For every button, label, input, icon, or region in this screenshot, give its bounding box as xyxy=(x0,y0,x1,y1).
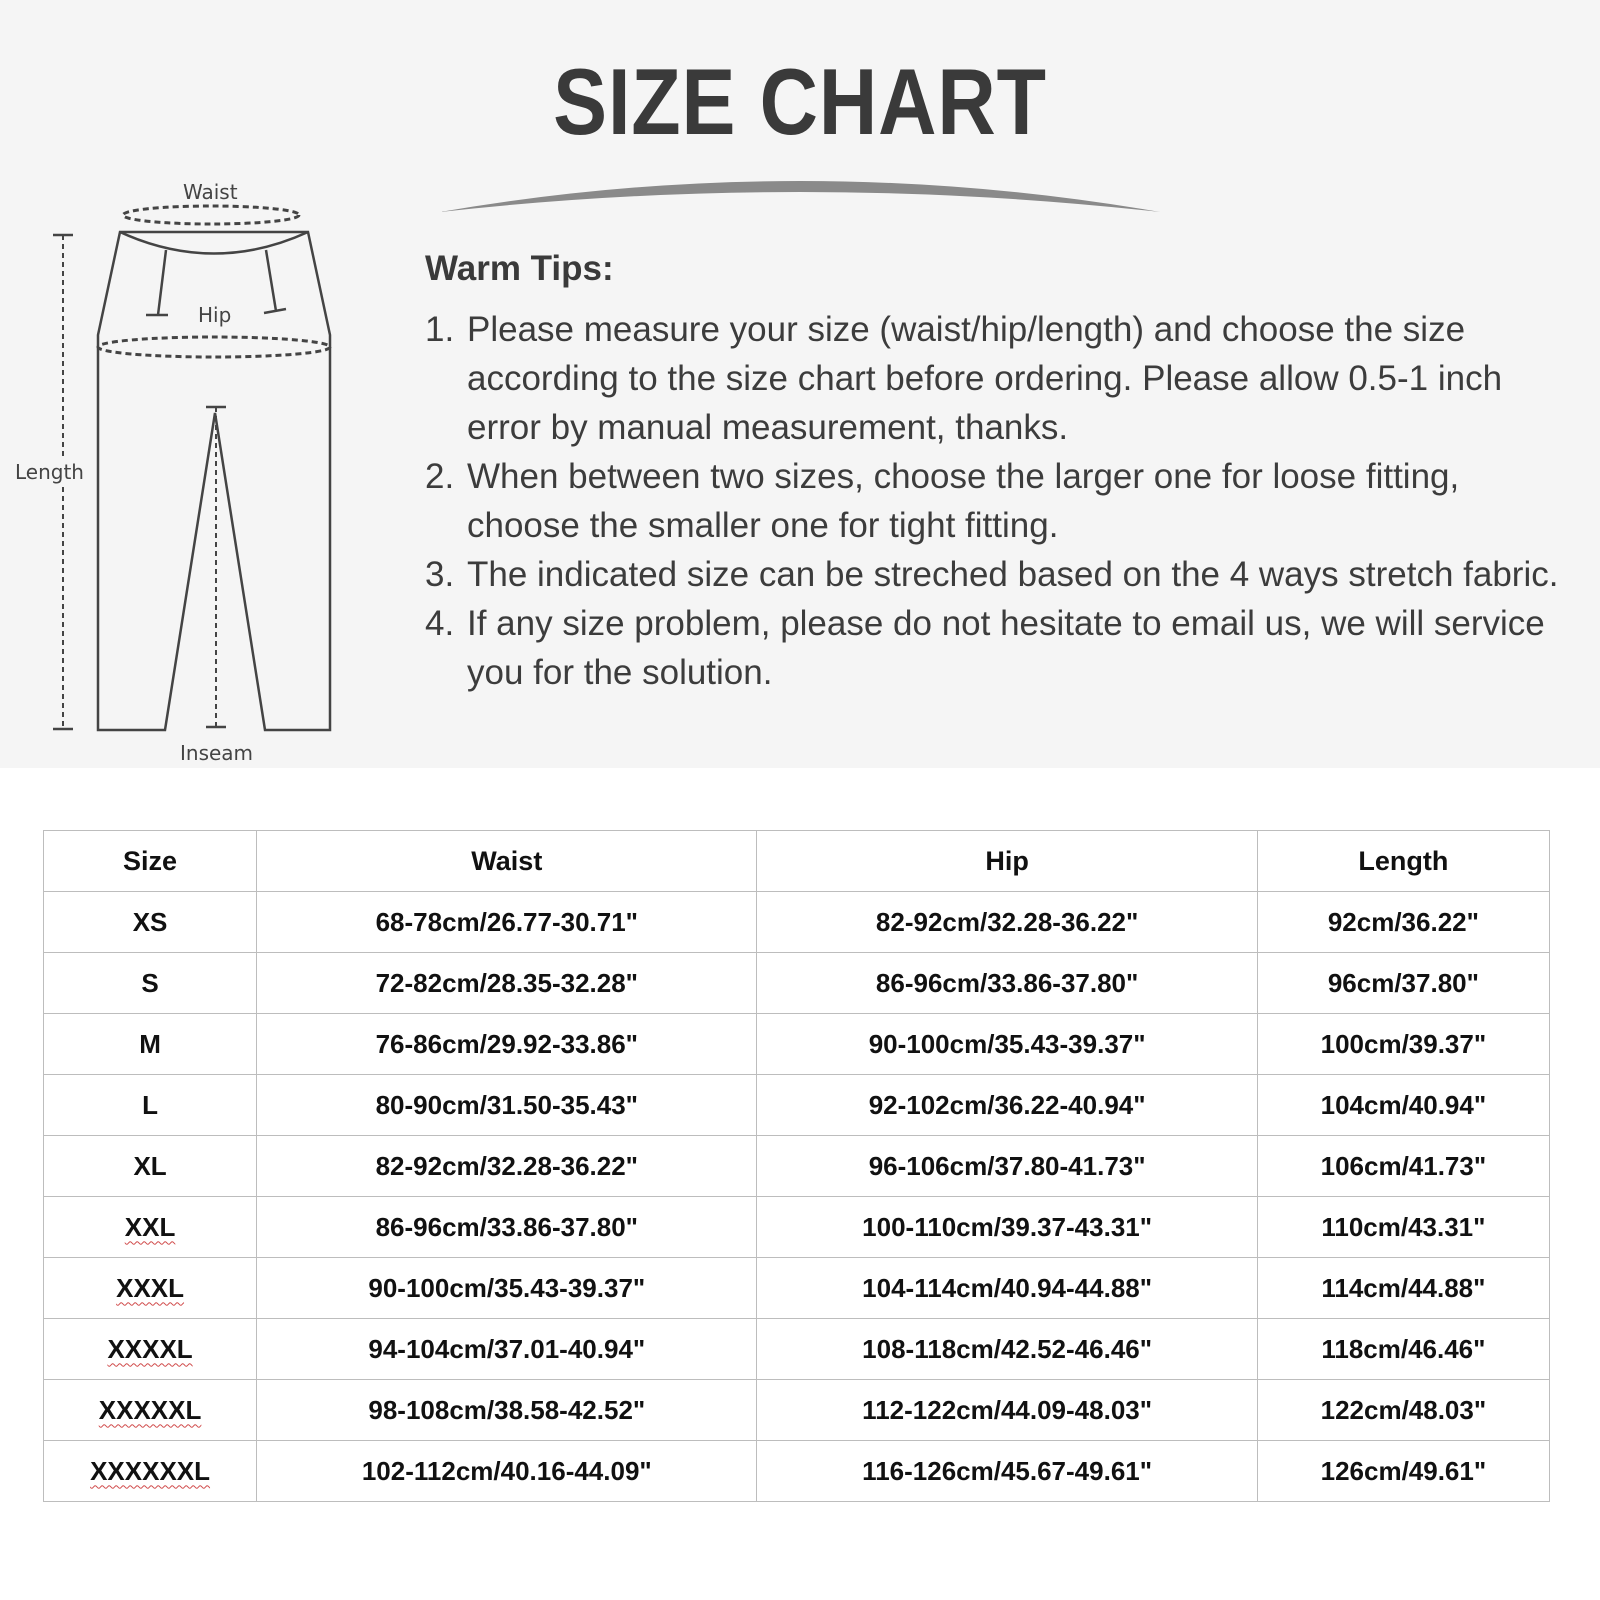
cell-waist: 82-92cm/32.28-36.22" xyxy=(257,1136,757,1197)
cell-size: M xyxy=(44,1014,257,1075)
table-row xyxy=(44,1197,1550,1258)
length-label: Length xyxy=(15,460,84,484)
cell-length: 122cm/48.03" xyxy=(1257,1380,1549,1441)
table-row xyxy=(44,1319,1550,1380)
header-length: Length xyxy=(1257,831,1549,892)
cell-waist: 90-100cm/35.43-39.37" xyxy=(257,1258,757,1319)
tip-text: Please measure your size (waist/hip/length) and choose the size according to the size chart before ordering. Please allow 0.5-1 inch error by manual measurement, thanks. xyxy=(467,310,1503,447)
cell-waist: 80-90cm/31.50-35.43" xyxy=(257,1075,757,1136)
tip-item xyxy=(425,305,1575,452)
cell-size: XL xyxy=(44,1136,257,1197)
cell-hip: 104-114cm/40.94-44.88" xyxy=(757,1258,1257,1319)
cell-waist: 98-108cm/38.58-42.52" xyxy=(257,1380,757,1441)
cell-size xyxy=(44,1380,257,1441)
header-hip: Hip xyxy=(757,831,1257,892)
cell-hip: 90-100cm/35.43-39.37" xyxy=(757,1014,1257,1075)
cell-hip: 100-110cm/39.37-43.31" xyxy=(757,1197,1257,1258)
page-title: SIZE CHART xyxy=(553,49,1047,154)
size-label: XXXXXXL xyxy=(90,1455,211,1486)
cell-length: 118cm/46.46" xyxy=(1257,1319,1549,1380)
cell-waist: 68-78cm/26.77-30.71" xyxy=(257,892,757,953)
table-row xyxy=(44,892,1550,953)
tip-text: When between two sizes, choose the larger one for loose fitting, choose the smaller one for tight fitting. xyxy=(467,457,1460,545)
cell-size: L xyxy=(44,1075,257,1136)
tip-text: If any size problem, please do not hesitate to email us, we will service you for the solution. xyxy=(467,604,1545,692)
cell-waist: 94-104cm/37.01-40.94" xyxy=(257,1319,757,1380)
left-pocket xyxy=(146,250,168,315)
cell-size xyxy=(44,1197,257,1258)
inseam-label: Inseam xyxy=(180,741,254,765)
cell-hip: 86-96cm/33.86-37.80" xyxy=(757,953,1257,1014)
hip-measure-ellipse xyxy=(98,337,330,357)
table-row xyxy=(44,1441,1550,1502)
table-row xyxy=(44,1136,1550,1197)
tip-item xyxy=(425,550,1575,599)
cell-hip: 96-106cm/37.80-41.73" xyxy=(757,1136,1257,1197)
cell-length: 96cm/37.80" xyxy=(1257,953,1549,1014)
hip-label: Hip xyxy=(198,303,232,327)
cell-waist: 102-112cm/40.16-44.09" xyxy=(257,1441,757,1502)
waistband-curve xyxy=(120,232,308,254)
tip-number: 3. xyxy=(425,555,455,594)
waist-label: Waist xyxy=(183,180,238,204)
size-label: XXXL xyxy=(116,1272,185,1303)
cell-length: 126cm/49.61" xyxy=(1257,1441,1549,1502)
pants-measurement-diagram xyxy=(0,175,400,775)
table-row xyxy=(44,1075,1550,1136)
cell-length: 106cm/41.73" xyxy=(1257,1136,1549,1197)
cell-hip: 92-102cm/36.22-40.94" xyxy=(757,1075,1257,1136)
tip-item xyxy=(425,452,1575,550)
tip-text: The indicated size can be streched based on the 4 ways stretch fabric. xyxy=(467,555,1559,594)
title-swoosh-divider xyxy=(440,168,1160,218)
tip-number: 4. xyxy=(425,604,455,643)
warm-tips-heading: Warm Tips: xyxy=(425,249,614,288)
cell-size xyxy=(44,1258,257,1319)
tip-number: 2. xyxy=(425,457,455,496)
size-label: XXXXXL xyxy=(98,1394,202,1425)
cell-length: 100cm/39.37" xyxy=(1257,1014,1549,1075)
waist-measure-ellipse xyxy=(123,206,299,224)
cell-size: XS xyxy=(44,892,257,953)
cell-hip: 116-126cm/45.67-49.61" xyxy=(757,1441,1257,1502)
table-row xyxy=(44,1380,1550,1441)
cell-length: 110cm/43.31" xyxy=(1257,1197,1549,1258)
table-row xyxy=(44,1258,1550,1319)
table-header-row xyxy=(44,831,1550,892)
cell-size: S xyxy=(44,953,257,1014)
cell-size xyxy=(44,1441,257,1502)
cell-waist: 86-96cm/33.86-37.80" xyxy=(257,1197,757,1258)
cell-hip: 108-118cm/42.52-46.46" xyxy=(757,1319,1257,1380)
warm-tips xyxy=(425,244,1575,697)
cell-waist: 72-82cm/28.35-32.28" xyxy=(257,953,757,1014)
cell-waist: 76-86cm/29.92-33.86" xyxy=(257,1014,757,1075)
header-size: Size xyxy=(44,831,257,892)
size-table xyxy=(43,830,1550,1502)
tip-number: 1. xyxy=(425,310,455,349)
cell-size xyxy=(44,1319,257,1380)
cell-length: 114cm/44.88" xyxy=(1257,1258,1549,1319)
cell-hip: 82-92cm/32.28-36.22" xyxy=(757,892,1257,953)
cell-hip: 112-122cm/44.09-48.03" xyxy=(757,1380,1257,1441)
cell-length: 104cm/40.94" xyxy=(1257,1075,1549,1136)
table-row xyxy=(44,953,1550,1014)
size-label: XXL xyxy=(124,1211,176,1242)
tip-item xyxy=(425,599,1575,697)
right-pocket xyxy=(264,250,286,313)
size-label: XXXXL xyxy=(107,1333,193,1364)
cell-length: 92cm/36.22" xyxy=(1257,892,1549,953)
table-row xyxy=(44,1014,1550,1075)
header-waist: Waist xyxy=(257,831,757,892)
